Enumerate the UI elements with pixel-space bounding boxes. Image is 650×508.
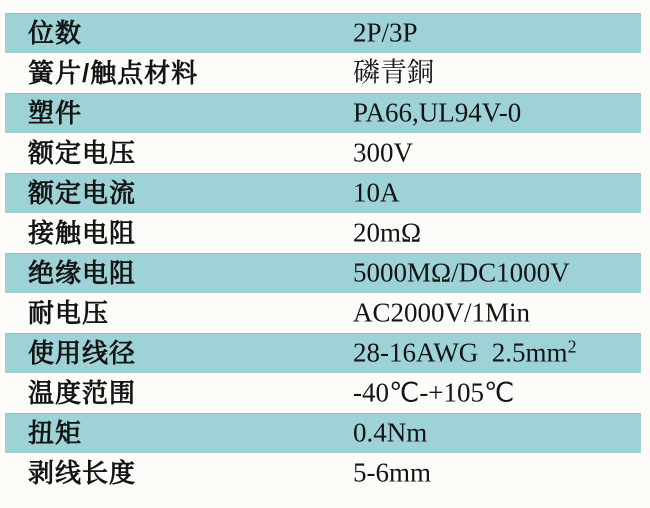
table-row <box>5 53 641 93</box>
spec-label: 扭矩 <box>28 418 83 448</box>
spec-value <box>353 217 422 248</box>
table-row <box>5 133 641 173</box>
table-row <box>5 413 641 453</box>
table-row <box>5 333 641 373</box>
spec-value-text: 2P/3P <box>353 17 418 48</box>
spec-value-text: 28-16AWG 2.5mm <box>353 337 568 368</box>
spec-value-text: 5000MΩ/DC1000V <box>353 257 570 288</box>
spec-value-text: 10A <box>353 177 400 208</box>
spec-label: 绝缘电阻 <box>28 258 137 288</box>
spec-value <box>353 177 400 208</box>
spec-value <box>353 257 570 288</box>
spec-value <box>353 417 428 448</box>
spec-label: 耐电压 <box>28 298 110 328</box>
spec-value <box>353 97 522 128</box>
spec-value-text: 磷青銅 <box>353 57 434 88</box>
spec-label: 温度范围 <box>28 378 137 408</box>
spec-value-text: PA66,UL94V-0 <box>353 97 522 128</box>
spec-label: 塑件 <box>28 98 83 128</box>
spec-value-text: 300V <box>353 137 413 168</box>
spec-value-superscript: 2 <box>567 336 577 357</box>
spec-label: 簧片/触点材料 <box>28 58 199 88</box>
spec-value <box>353 457 431 488</box>
table-row <box>5 93 641 133</box>
spec-label: 接触电阻 <box>28 218 137 248</box>
spec-value-text: -40℃-+105℃ <box>353 377 515 408</box>
spec-value <box>353 17 418 48</box>
spec-table <box>5 13 641 493</box>
spec-value-text: AC2000V/1Min <box>353 297 531 328</box>
spec-value <box>353 137 413 168</box>
spec-value-text: 5-6mm <box>353 457 431 488</box>
table-row <box>5 213 641 253</box>
table-row <box>5 373 641 413</box>
spec-value-text: 0.4Nm <box>353 417 428 448</box>
spec-value <box>353 297 531 328</box>
table-row <box>5 13 641 53</box>
spec-label: 位数 <box>28 18 83 48</box>
spec-value <box>353 57 434 88</box>
table-row <box>5 293 641 333</box>
spec-label: 额定电流 <box>28 178 137 208</box>
spec-value <box>353 336 577 368</box>
spec-label: 使用线径 <box>28 338 137 368</box>
spec-label: 额定电压 <box>28 138 137 168</box>
spec-value-text: 20mΩ <box>353 217 422 248</box>
spec-label: 剥线长度 <box>28 458 137 488</box>
table-row <box>5 453 641 493</box>
spec-value <box>353 377 515 408</box>
table-row <box>5 173 641 213</box>
table-row <box>5 253 641 293</box>
